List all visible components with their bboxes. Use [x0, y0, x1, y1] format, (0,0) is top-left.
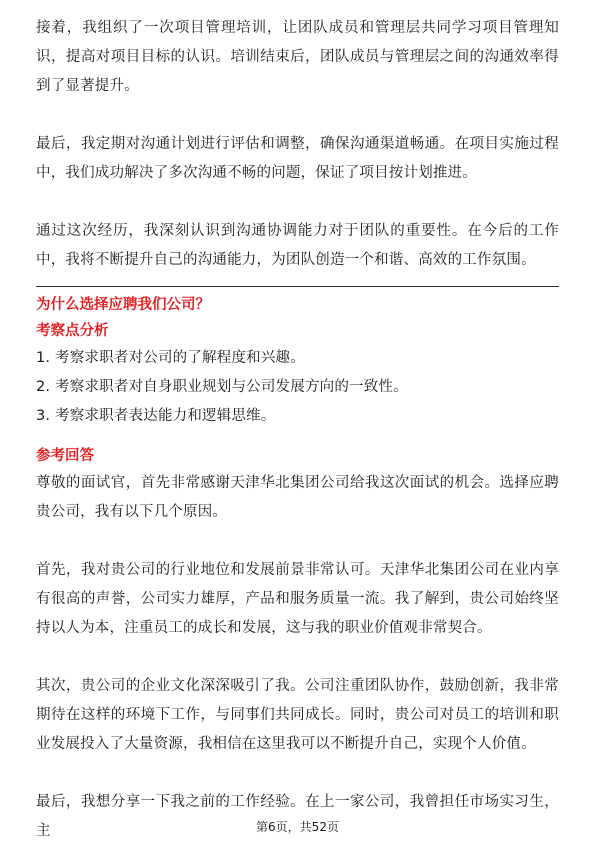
analysis-point: 3. 考察求职者表达能力和逻辑思维。 [36, 408, 276, 424]
page-indicator: 第6页，共52页 [256, 820, 339, 834]
section-divider [36, 286, 559, 287]
answer-paragraph: 尊敬的面试官，首先非常感谢天津华北集团公司给我这次面试的机会。选择应聘贵公司，我有以下几个原因。 [36, 475, 559, 520]
analysis-point: 2. 考察求职者对自身职业规划与公司发展方向的一致性。 [36, 379, 408, 395]
document-page [36, 14, 559, 846]
intro-paragraph: 最后，我定期对沟通计划进行评估和调整，确保沟通渠道畅通。在项目实施过程中，我们成功解决了多次沟通不畅的问题，保证了项目按计划推进。 [36, 136, 559, 181]
answer-paragraph: 首先，我对贵公司的行业地位和发展前景非常认可。天津华北集团公司在业内享有很高的声誉，公司实力雄厚，产品和服务质量一流。我了解到，贵公司始终坚持以人为本，注重员工的成长和发展，这与我的职业价值观非常契合。 [36, 562, 559, 636]
intro-paragraph: 接着，我组织了一次项目管理培训，让团队成员和管理层共同学习项目管理知识，提高对项目目标的认识。培训结束后，团队成员与管理层之间的沟通效率得到了显著提升。 [36, 20, 559, 94]
analysis-list [36, 344, 559, 431]
answer-paragraph: 其次，贵公司的企业文化深深吸引了我。公司注重团队协作，鼓励创新，我非常期待在这样的环境下工作，与同事们共同成长。同时，贵公司对员工的培训和职业发展投入了大量资源，我相信在这里我可以不断提升自己，实现个人价值。 [36, 678, 559, 752]
answer-paragraph: 最后，我想分享一下我之前的工作经验。在上一家公司，我曾担任市场实习生，主 [36, 794, 559, 839]
analysis-point: 1. 考察求职者对公司的了解程度和兴趣。 [36, 350, 305, 366]
analysis-heading: 考察点分析 [36, 323, 109, 339]
question-title: 为什么选择应聘我们公司？ [36, 297, 210, 313]
answer-heading: 参考回答 [36, 448, 94, 464]
intro-paragraph: 通过这次经历，我深刻认识到沟通协调能力对于团队的重要性。在今后的工作中，我将不断提升自己的沟通能力，为团队创造一个和谐、高效的工作氛围。 [36, 223, 559, 268]
